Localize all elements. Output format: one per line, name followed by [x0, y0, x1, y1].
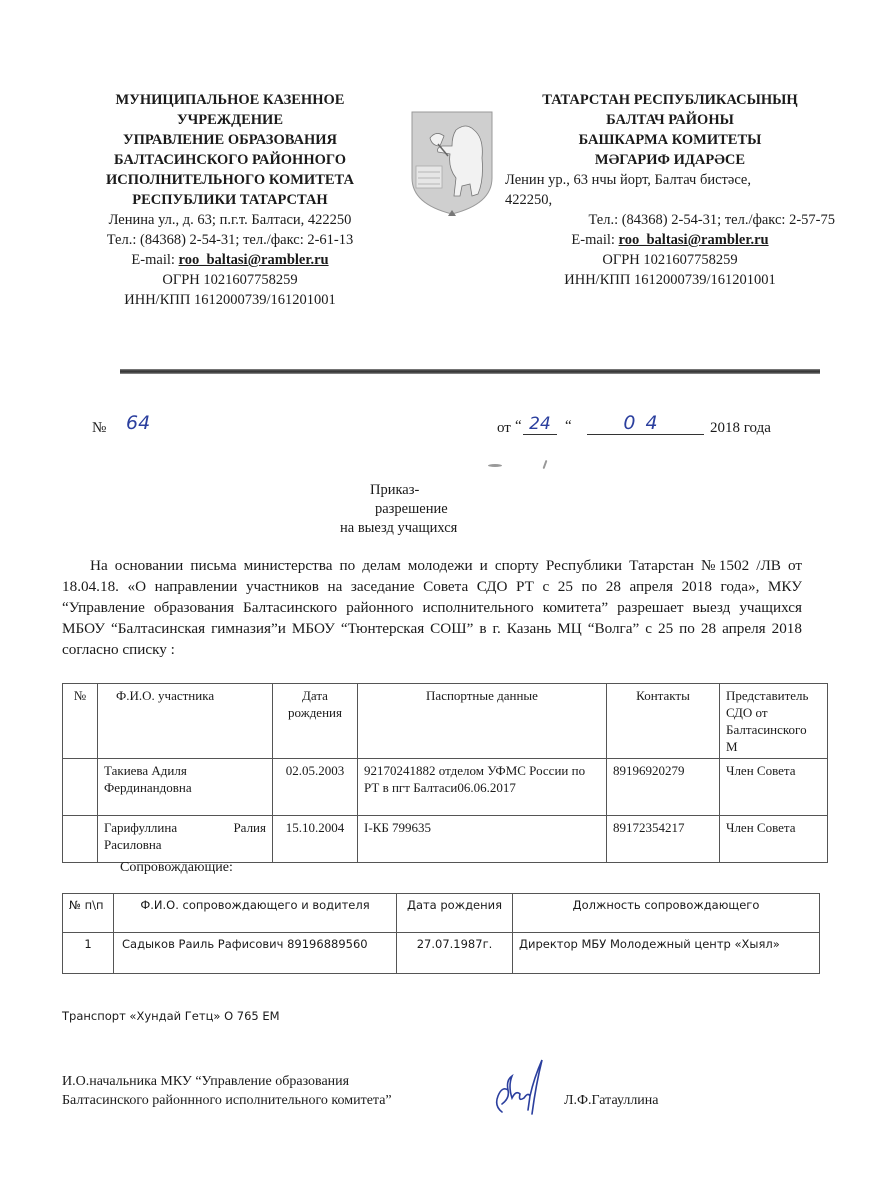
org-line: БАЛТАЧ РАЙОНЫ — [606, 112, 734, 128]
quote-close: “ — [565, 418, 572, 434]
cell-birthdate: 02.05.2003 — [273, 759, 358, 816]
signatory-name: Л.Ф.Гатауллина — [564, 1093, 659, 1108]
quote-open: “ — [515, 418, 522, 434]
phone: Тел.: (84368) 2-54-31; тел./факс: 2-61-13 — [106, 232, 354, 248]
transport-info: Транспорт «Хундай Гетц» О 765 ЕМ — [62, 1009, 280, 1023]
cell-birthdate: 27.07.1987г. — [397, 933, 513, 974]
cell-contacts: 89196920279 — [607, 759, 720, 816]
cell-position: Директор МБУ Молодежный центр «Хыял» — [513, 933, 820, 974]
signatory-role-line-2: Балтасинского районнного исполнительного комитета” — [62, 1093, 392, 1108]
order-number: 64 — [126, 412, 151, 434]
org-line: УЧРЕЖДЕНИЕ — [176, 112, 284, 128]
order-number-label: № — [92, 420, 107, 436]
email-line — [505, 230, 835, 250]
col-header-birthdate: Дата рождения — [397, 894, 513, 933]
org-line: ТАТАРСТАН РЕСПУБЛИКАСЫНЫҢ — [542, 92, 798, 108]
col-header-contacts: Контакты — [607, 684, 720, 759]
cell-passport: I-КБ 799635 — [358, 816, 607, 863]
date-prefix: от — [497, 420, 511, 436]
handwritten-signature-icon — [488, 1056, 546, 1118]
table-header-row — [63, 894, 820, 933]
cell-escort-name: Садыков Раиль Рафисович 89196889560 — [114, 933, 397, 974]
signatory-role — [62, 1072, 392, 1110]
header-right — [505, 90, 835, 290]
document-title-line-3: на выезд учащихся — [340, 520, 458, 536]
email-label: E-mail: — [571, 232, 619, 248]
cell-number — [63, 759, 98, 816]
ogrn: ОГРН 1021607758259 — [162, 272, 298, 288]
cell-contacts: 89172354217 — [607, 816, 720, 863]
cell-number: 1 — [63, 933, 114, 974]
address-line-1: Ленин ур., 63 нчы йорт, Балтач бистәсе, — [505, 172, 751, 188]
email-link[interactable]: roo_baltasi@rambler.ru — [178, 252, 329, 268]
participants-table — [62, 683, 828, 863]
cell-number — [63, 816, 98, 863]
order-date-year: 2018 года — [710, 420, 771, 436]
org-line: МӘГАРИФ ИДАРӘСЕ — [594, 152, 746, 168]
col-header-escort-name: Ф.И.О. сопровождающего и водителя — [114, 894, 397, 933]
signatory-role-line-1: И.О.начальника МКУ “Управление образования — [62, 1074, 350, 1089]
address-line-2: 422250, — [505, 192, 553, 208]
col-header-number: № п\п — [63, 894, 114, 933]
header-left — [82, 90, 378, 310]
address: Ленина ул., д. 63; п.г.т. Балтаси, 422250 — [108, 212, 352, 228]
org-line: РЕСПУБЛИКИ ТАТАРСТАН — [132, 192, 328, 208]
email-link[interactable]: roo_baltasi@rambler.ru — [618, 232, 769, 248]
org-line: БАЛТАСИНСКОГО РАЙОННОГО — [113, 152, 347, 168]
escorts-table — [62, 893, 820, 974]
col-header-name: Ф.И.О. участника — [98, 684, 273, 759]
header-divider — [120, 369, 820, 374]
escorts-label: Сопровождающие: — [120, 860, 233, 875]
cell-passport: 92170241882 отделом УФМС России по РТ в пгт Балтаси06.06.2017 — [358, 759, 607, 816]
order-date-month: 04 — [587, 412, 704, 435]
table-row — [63, 816, 828, 863]
cell-birthdate: 15.10.2004 — [273, 816, 358, 863]
document-title-line-2: разрешение — [375, 501, 448, 517]
col-header-passport: Паспортные данные — [358, 684, 607, 759]
cell-representative: Член Совета — [720, 816, 828, 863]
phone: Тел.: (84368) 2-54-31; тел./факс: 2-57-75 — [588, 212, 835, 228]
document-title-line-1: Приказ- — [370, 482, 420, 498]
col-header-number: № — [63, 684, 98, 759]
inn: ИНН/КПП 1612000739/161201001 — [124, 292, 336, 308]
col-header-birthdate: Дата рождения — [273, 684, 358, 759]
cell-name: Такиева Адиля Фердинандовна — [98, 759, 273, 816]
cell-name: Гарифуллина Ралия Расиловна — [98, 816, 273, 863]
body-text: На основании письма министерства по делам молодежи и спорту Республики Татарстан №1502 /ЛВ от 18.04.18. «О направлении участников на заседание Совета СДО РТ с 25 по 28 апреля 2018 года», МКУ “Управление образования Балтасинского районного исполнительного комитета” разрешает выезд учащихся МБОУ “Балтасинская гимназия”и МБОУ “Тюнтерская СОШ” в г. Казань МЦ “Волга” с 25 по 28 апреля 2018 согласно списку : — [62, 557, 802, 658]
org-line: ИСПОЛНИТЕЛЬНОГО КОМИТЕТА — [106, 172, 354, 188]
coat-of-arms-icon — [408, 108, 496, 218]
org-line: БАШКАРМА КОМИТЕТЫ — [578, 132, 762, 148]
inn: ИНН/КПП 1612000739/161201001 — [564, 272, 776, 288]
ogrn: ОГРН 1021607758259 — [602, 252, 738, 268]
scan-artifact — [543, 460, 548, 469]
scan-artifact — [488, 464, 502, 467]
table-header-row — [63, 684, 828, 759]
org-line: УПРАВЛЕНИЕ ОБРАЗОВАНИЯ — [122, 132, 337, 148]
col-header-position: Должность сопровождающего — [513, 894, 820, 933]
org-line: МУНИЦИПАЛЬНОЕ КАЗЕННОЕ — [115, 92, 345, 108]
email-label: E-mail: — [131, 252, 179, 268]
order-date-day: 24 — [523, 414, 557, 435]
cell-representative: Член Совета — [720, 759, 828, 816]
table-row — [63, 759, 828, 816]
body-paragraph — [62, 555, 802, 660]
table-row — [63, 933, 820, 974]
col-header-representative: Представитель СДО от Балтасинского М — [720, 684, 828, 759]
email-line — [82, 250, 378, 270]
